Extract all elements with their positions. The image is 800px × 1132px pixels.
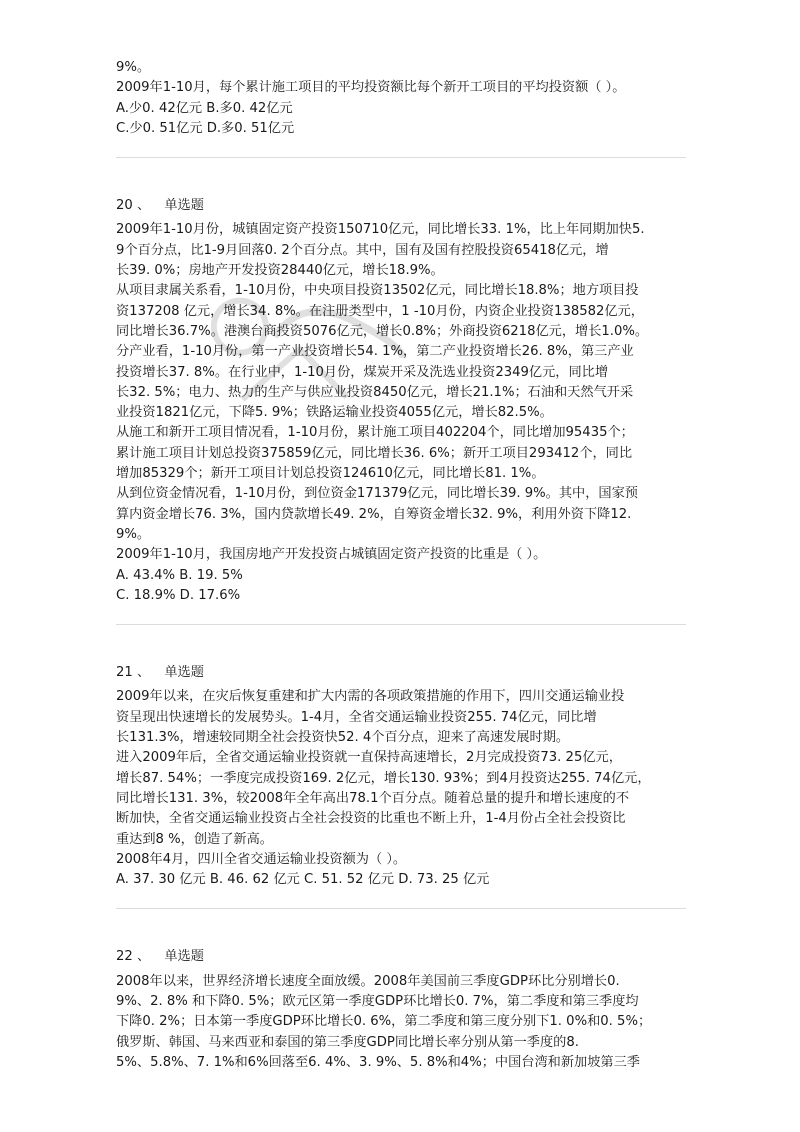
question-stem: 2009年1-10月，我国房地产开发投资占城镇固定资产投资的比重是（ ）。 — [116, 547, 547, 563]
text-line: 同比增长131. 3%，较2008年全年高出78.1个百分点。随着总量的提升和增长速度的不 — [116, 790, 630, 806]
text-line: 9%。 — [116, 60, 151, 75]
answer-options: C.少0. 51亿元 D.多0. 51亿元 — [116, 120, 295, 136]
question-type: 单选题 — [164, 949, 204, 965]
question-body-20 — [116, 220, 686, 606]
text-line: 2009年1-10月份，城镇固定资产投资150710亿元，同比增长33. 1%，比上年同期加快5. — [116, 222, 645, 238]
question-stem: 2008年4月，四川全省交通运输业投资额为（ ）。 — [116, 851, 407, 867]
question-number: 22 、 — [116, 949, 151, 965]
text-line: 长39. 0%；房地产开发投资28440亿元，增长18.9%。 — [116, 263, 444, 279]
text-line: 5%、5.8%、7. 1%和6%回落至6. 4%、3. 9%、5. 8%和4%；中国台湾和新加坡第三季 — [116, 1054, 640, 1070]
question-type: 单选题 — [164, 665, 204, 681]
text-line: 重达到8 %，创造了新高。 — [116, 831, 273, 847]
divider — [116, 908, 686, 909]
text-line: 资呈现出快速增长的发展势头。1-4月，全省交通运输业投资255. 74亿元，同比增 — [116, 709, 597, 725]
text-line: 9个百分点，比1-9月回落0. 2个百分点。其中，国有及国有控股投资65418亿元，增 — [116, 242, 609, 258]
text-line: 下降0. 2%；日本第一季度GDP环比增长0. 6%，第二季度和第三度分别下1. 0%和0. 5%； — [116, 1014, 652, 1030]
text-line: 2008年以来，世界经济增长速度全面放缓。2008年美国前三季度GDP环比分别增长0. — [116, 973, 620, 989]
text-line: 累计施工项目计划总投资375859亿元，同比增长36. 6%；新开工项目293412个，同比 — [116, 445, 633, 461]
text-line: 增长87. 54%；一季度完成投资169. 2亿元，增长130. 93%；到4月投资达255. 74亿元， — [116, 770, 651, 786]
answer-options: A. 43.4% B. 19. 5% — [116, 567, 243, 583]
text-line: 断加快，全省交通运输业投资占全社会投资的比重也不断上升，1-4月份占全社会投资比 — [116, 811, 626, 827]
question-type: 单选题 — [164, 198, 204, 214]
answer-options: C. 18.9% D. 17.6% — [116, 587, 241, 603]
text-line: 投资增长37. 8%。在行业中，1-10月份，煤炭开采及洗选业投资2349亿元，同比增 — [116, 364, 609, 380]
text-line: 增加85329个；新开工项目计划总投资124610亿元，同比增长81. 1%。 — [116, 466, 545, 482]
divider — [116, 157, 686, 158]
question-header-21 — [116, 663, 686, 683]
text-line: 俄罗斯、韩国、马来西亚和泰国的第三季度GDP同比增长率分别从第一季度的8. — [116, 1034, 579, 1050]
text-line: 9%。 — [116, 526, 151, 542]
text-line: 从项目隶属关系看，1-10月份，中央项目投资13502亿元，同比增长18.8%；地方项目投 — [116, 283, 639, 299]
text-line: 2009年以来，在灾后恢复重建和扩大内需的各项政策措施的作用下，四川交通运输业投 — [116, 689, 625, 705]
question-number: 20 、 — [116, 198, 151, 214]
question-stem: 2009年1-10月，每个累计施工项目的平均投资额比每个新开工项目的平均投资额（ ）。 — [116, 80, 626, 96]
answer-options: A.少0. 42亿元 B.多0. 42亿元 — [116, 100, 293, 116]
question-header-20 — [116, 196, 686, 216]
question-body-21 — [116, 687, 686, 890]
question-header-22 — [116, 947, 686, 967]
text-line: 从施工和新开工项目情况看，1-10月份，累计施工项目402204个，同比增加95435个； — [116, 425, 634, 441]
question-body-22 — [116, 972, 686, 1073]
text-line: 算内资金增长76. 3%，国内贷款增长49. 2%，自筹资金增长32. 9%，利用外资下降12. — [116, 506, 632, 522]
text-line: 长32. 5%；电力、热力的生产与供应业投资8450亿元，增长21.1%；石油和天然气开采 — [116, 384, 634, 400]
intro-block — [116, 58, 686, 139]
document-page — [116, 58, 686, 1073]
text-line: 同比增长36.7%。港澳台商投资5076亿元，增长0.8%；外商投资6218亿元，增长1.0%。 — [116, 323, 649, 339]
text-line: 分产业看，1-10月份，第一产业投资增长54. 1%，第二产业投资增长26. 8%，第三产业 — [116, 344, 634, 360]
text-line: 业投资1821亿元，下降5. 9%；铁路运输业投资4055亿元，增长82.5%。 — [116, 405, 553, 421]
question-number: 21 、 — [116, 665, 151, 681]
text-line: 从到位资金情况看，1-10月份，到位资金171379亿元，同比增长39. 9%。其中，国家预 — [116, 486, 638, 502]
text-line: 9%、2. 8% 和下降0. 5%；欧元区第一季度GDP环比增长0. 7%，第二季度和第三季度均 — [116, 993, 639, 1009]
divider — [116, 624, 686, 625]
text-line: 资137208 亿元，增长34. 8%。在注册类型中，1 -10月份，内资企业投资138582亿元， — [116, 303, 644, 319]
text-line: 长131.3%，增速较同期全社会投资快52. 4个百分点，迎来了高速发展时期。 — [116, 730, 570, 746]
text-line: 进入2009年后，全省交通运输业投资就一直保持高速增长，2月完成投资73. 25亿元， — [116, 750, 622, 766]
answer-options: A. 37. 30 亿元 B. 46. 62 亿元 C. 51. 52 亿元 D. 73. 25 亿元 — [116, 872, 490, 888]
